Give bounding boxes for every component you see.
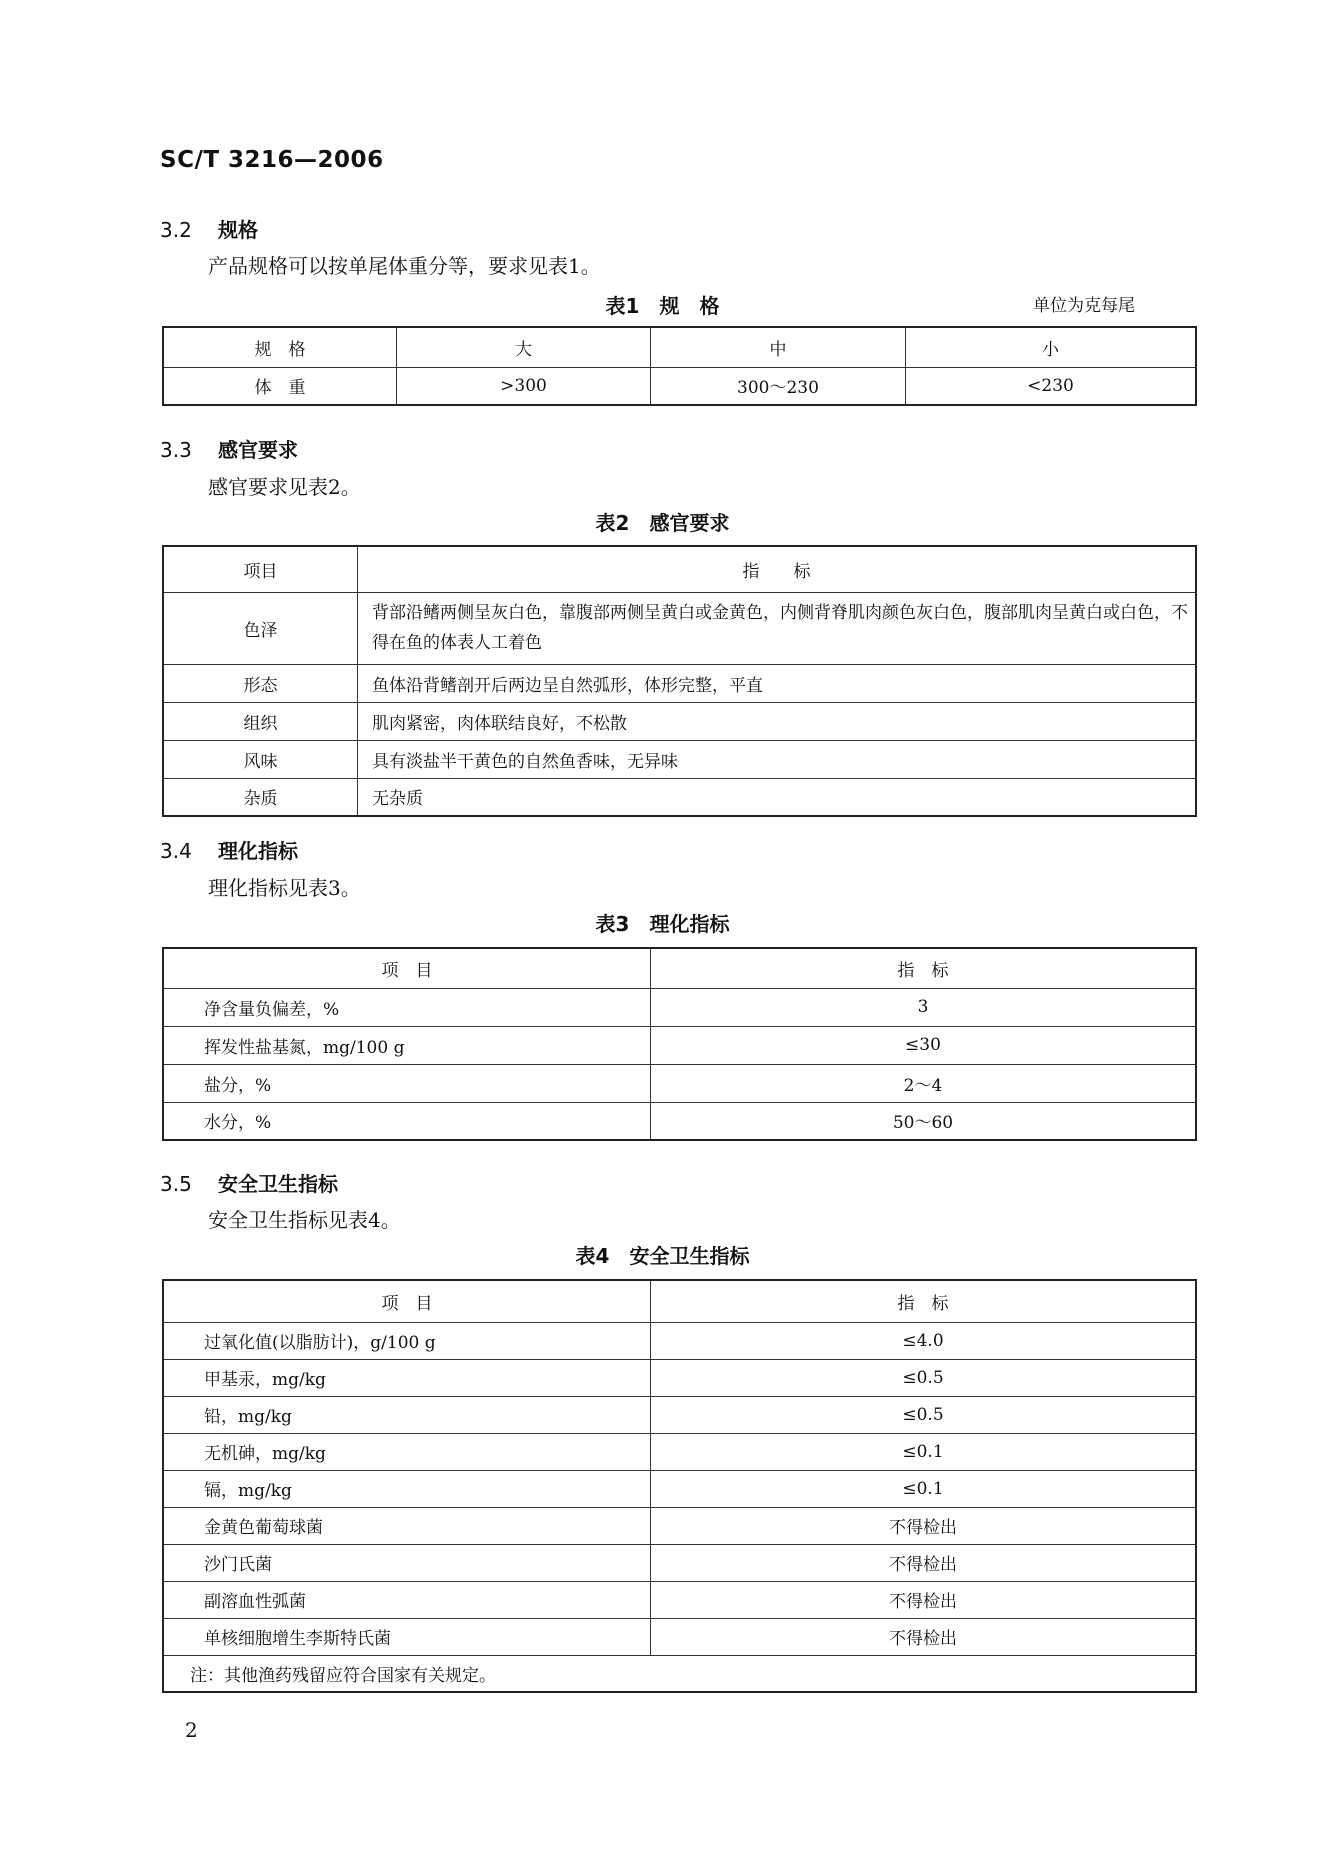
section-number: 3.3	[160, 438, 192, 462]
table-header: 项目	[163, 546, 358, 592]
table-row-label: 杂质	[163, 778, 358, 816]
table-cell: 不得检出	[651, 1507, 1197, 1544]
page-number: 2	[185, 1718, 198, 1742]
table-row-label: 镉，mg/kg	[163, 1470, 651, 1507]
table-row-label: 形态	[163, 664, 358, 702]
section-number: 3.2	[160, 218, 192, 242]
table-cell: 不得检出	[651, 1581, 1197, 1618]
table-row-label: 水分，%	[163, 1102, 651, 1140]
table-1-spec	[162, 326, 1197, 406]
table-row-label: 净含量负偏差，%	[163, 988, 651, 1026]
table-cell: <230	[906, 367, 1197, 405]
table-header: 指 标	[358, 546, 1197, 592]
table-cell: ≤0.5	[651, 1359, 1197, 1396]
table-3-caption: 表3 理化指标	[595, 912, 730, 936]
table-2-sensory	[162, 545, 1197, 817]
table-cell: ≤0.1	[651, 1433, 1197, 1470]
section-3-5-heading	[160, 1168, 338, 1197]
table-4-safety	[162, 1279, 1197, 1693]
table-4-caption: 表4 安全卫生指标	[575, 1244, 750, 1268]
table-cell: 肌肉紧密，肉体联结良好，不松散	[358, 702, 1197, 740]
table-row-label: 沙门氏菌	[163, 1544, 651, 1581]
table-row-label: 无机砷，mg/kg	[163, 1433, 651, 1470]
table-header: 项 目	[163, 948, 651, 988]
table-1-unit: 单位为克每尾	[1033, 296, 1135, 316]
table-cell: ≤0.1	[651, 1470, 1197, 1507]
section-3-2-heading	[160, 214, 258, 243]
table-cell: 不得检出	[651, 1544, 1197, 1581]
section-title: 规格	[218, 218, 258, 242]
table-row-label: 铅，mg/kg	[163, 1396, 651, 1433]
table-cell: ≤0.5	[651, 1396, 1197, 1433]
table-cell: 3	[651, 988, 1197, 1026]
table-cell: ≤30	[651, 1026, 1197, 1064]
section-title: 安全卫生指标	[218, 1172, 338, 1196]
table-header: 指 标	[651, 948, 1197, 988]
table-row-label: 金黄色葡萄球菌	[163, 1507, 651, 1544]
table-row-label: 风味	[163, 740, 358, 778]
table-2-caption: 表2 感官要求	[595, 511, 730, 535]
section-3-5-paragraph: 安全卫生指标见表4。	[208, 1208, 401, 1232]
table-cell: 鱼体沿背鳍剖开后两边呈自然弧形，体形完整，平直	[358, 664, 1197, 702]
section-number: 3.4	[160, 839, 192, 863]
table-cell: 50～60	[651, 1102, 1197, 1140]
table-row-label: 过氧化值(以脂肪计)，g/100 g	[163, 1322, 651, 1359]
standard-code: SC/T 3216—2006	[160, 147, 384, 173]
table-3-physicochemical	[162, 947, 1197, 1141]
table-header: 指 标	[651, 1280, 1197, 1322]
table-header: 中	[651, 327, 906, 367]
table-row-label: 挥发性盐基氮，mg/100 g	[163, 1026, 651, 1064]
table-header: 规 格	[163, 327, 397, 367]
table-cell: 不得检出	[651, 1618, 1197, 1655]
table-cell: 背部沿鳍两侧呈灰白色，靠腹部两侧呈黄白或金黄色，内侧背脊肌肉颜色灰白色，腹部肌肉呈黄白或白色，不得在鱼的体表人工着色	[358, 592, 1197, 664]
table-cell: 2～4	[651, 1064, 1197, 1102]
table-row-label: 色泽	[163, 592, 358, 664]
section-3-2-paragraph: 产品规格可以按单尾体重分等，要求见表1。	[208, 254, 601, 278]
table-note: 注：其他渔药残留应符合国家有关规定。	[163, 1655, 1196, 1692]
table-header: 小	[906, 327, 1197, 367]
section-3-3-paragraph: 感官要求见表2。	[208, 475, 361, 499]
table-row-label: 副溶血性弧菌	[163, 1581, 651, 1618]
table-1-caption: 表1 规 格	[605, 294, 720, 318]
section-3-3-heading	[160, 434, 298, 463]
section-number: 3.5	[160, 1172, 192, 1196]
table-header: 项 目	[163, 1280, 651, 1322]
table-cell: >300	[397, 367, 651, 405]
section-3-4-heading	[160, 835, 298, 864]
table-row-label: 甲基汞，mg/kg	[163, 1359, 651, 1396]
section-title: 理化指标	[218, 839, 298, 863]
table-row-label: 组织	[163, 702, 358, 740]
table-row-label: 盐分，%	[163, 1064, 651, 1102]
section-3-4-paragraph: 理化指标见表3。	[208, 876, 361, 900]
table-header: 大	[397, 327, 651, 367]
table-cell: 体 重	[163, 367, 397, 405]
table-cell: 具有淡盐半干黄色的自然鱼香味，无异味	[358, 740, 1197, 778]
table-cell: 无杂质	[358, 778, 1197, 816]
table-cell: ≤4.0	[651, 1322, 1197, 1359]
section-title: 感官要求	[218, 438, 298, 462]
table-row-label: 单核细胞增生李斯特氏菌	[163, 1618, 651, 1655]
table-cell: 300～230	[651, 367, 906, 405]
